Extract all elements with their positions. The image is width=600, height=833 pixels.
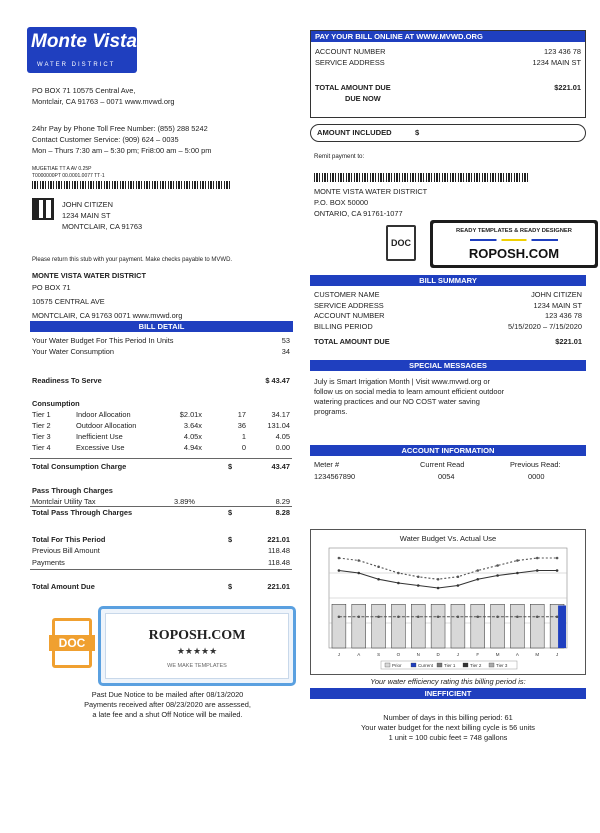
chart-point — [556, 569, 559, 572]
qr-code — [32, 198, 54, 220]
tier-units: 1 — [241, 432, 246, 441]
chart-x-tick-label: M — [495, 652, 500, 657]
remit-name: MONTE VISTA WATER DISTRICT — [314, 187, 428, 196]
chart-point — [397, 572, 400, 575]
tier-units: 36 — [237, 421, 246, 430]
total-pass-label: Total Pass Through Charges — [32, 508, 133, 517]
pay-account-label: ACCOUNT NUMBER — [315, 47, 386, 56]
chart-point — [496, 564, 499, 567]
footer-next-budget: Your water budget for the next billing cycle is 56 units — [361, 723, 535, 732]
current-read-value: 0054 — [438, 472, 455, 481]
water-budget-chart — [310, 529, 586, 675]
total-period-value: 221.01 — [267, 535, 290, 544]
special-messages-title: SPECIAL MESSAGES — [310, 360, 586, 371]
ad-doc-icon — [386, 225, 416, 261]
summary-value: 5/15/2020 – 7/15/2020 — [508, 321, 582, 331]
summary-label: BILLING PERIOD — [314, 321, 373, 331]
tier-rate: 4.94x — [183, 443, 202, 452]
chart-title: Water Budget Vs. Actual Use — [399, 534, 497, 543]
chart-legend-label: Tier 1 — [444, 663, 456, 668]
previous-bill-label: Previous Bill Amount — [32, 546, 100, 555]
meter-header: Meter # — [314, 460, 340, 469]
ad-banner-brand: ROPOSH.COM — [468, 246, 560, 261]
late-notice-line-2: Payments received after 08/23/2020 are assessed, — [84, 700, 251, 709]
district-po: PO BOX 71 — [32, 283, 71, 292]
chart-legend-swatch — [385, 663, 390, 667]
pay-total-label: TOTAL AMOUNT DUE — [315, 83, 391, 92]
chart-point — [457, 615, 460, 618]
chart-x-tick-label: J — [555, 652, 559, 657]
chart-bar-prior — [391, 604, 405, 648]
chart-legend-swatch — [489, 663, 494, 667]
ad-doc-label: DOC — [391, 238, 411, 248]
tax-rate: 3.89% — [174, 497, 195, 506]
tax-label: Montclair Utility Tax — [32, 497, 96, 506]
chart-point — [397, 615, 400, 618]
chart-point — [437, 578, 440, 581]
watermark-tagline: WE MAKE TEMPLATES — [167, 663, 227, 669]
chart-bar-prior — [471, 604, 485, 648]
summary-label: SERVICE ADDRESS — [314, 300, 384, 310]
watermark-stars-icon: ★★★★★ — [176, 646, 218, 656]
chart-point — [338, 615, 341, 618]
pay-online-title[interactable]: PAY YOUR BILL ONLINE AT WWW.MVWD.ORG — [311, 31, 585, 42]
chart-point — [536, 615, 539, 618]
tier-rate: 4.05x — [183, 432, 202, 441]
chart-bar-prior — [411, 604, 425, 648]
postal-barcode — [32, 181, 230, 189]
previous-bill-value: 118.48 — [267, 546, 290, 555]
chart-bar-prior — [372, 604, 386, 648]
remit-label: Remit payment to: — [314, 153, 365, 160]
meter-value: 1234567890 — [314, 472, 356, 481]
tier-name: Inefficient Use — [76, 432, 123, 441]
amount-included-label: AMOUNT INCLUDED — [317, 128, 392, 137]
watermark-brand: ROPOSH.COM — [148, 628, 246, 643]
header-city-web: Montclair, CA 91763 – 0071 www.mvwd.org — [32, 97, 175, 106]
mail-code-2: T0000000PT 00.0001.0077 TT·1 — [32, 173, 105, 179]
ad-banner-stripes — [470, 239, 558, 241]
late-notice — [40, 690, 295, 720]
chart-bar-prior — [352, 604, 366, 648]
chart-svg — [311, 530, 585, 674]
ad-banner-line: READY TEMPLATES & READY DESIGNER — [456, 228, 572, 234]
chart-point — [536, 557, 539, 560]
tier-divider — [30, 458, 292, 459]
tier-name: Indoor Allocation — [76, 410, 131, 419]
chart-legend-label: Current — [418, 663, 434, 668]
total-due-label: Total Amount Due — [32, 582, 95, 591]
total-consumption-currency: $ — [228, 462, 233, 471]
header-address: PO BOX 71 10575 Central Ave, — [32, 86, 136, 95]
chart-x-tick-label: S — [377, 652, 381, 657]
chart-point — [417, 615, 420, 618]
customer-street: 1234 MAIN ST — [62, 211, 111, 220]
total-pass-value: 8.28 — [275, 508, 290, 517]
total-due-currency: $ — [228, 582, 233, 591]
tier-name: Outdoor Allocation — [76, 421, 137, 430]
chart-bar-prior — [510, 604, 524, 648]
total-pass-currency: $ — [228, 508, 233, 517]
chart-point — [457, 584, 460, 587]
tier-tier: Tier 1 — [32, 410, 51, 419]
chart-point — [457, 575, 460, 578]
chart-point — [417, 575, 420, 578]
payments-value: 118.48 — [267, 558, 290, 567]
logo-subtitle: WATER DISTRICT — [37, 62, 116, 68]
office-hours: Mon – Thurs 7:30 am – 5:30 pm; Fri8:00 am – 5:00 pm — [32, 146, 212, 155]
pay-total-row — [315, 83, 581, 92]
chart-x-tick-label: J — [337, 652, 341, 657]
pass-through-heading: Pass Through Charges — [32, 486, 113, 495]
customer-city: MONTCLAIR, CA 91763 — [62, 222, 143, 231]
total-consumption-label: Total Consumption Charge — [32, 462, 127, 471]
pay-total-value: $221.01 — [554, 83, 581, 92]
chart-point — [516, 615, 519, 618]
special-line-1: July is Smart Irrigation Month | Visit www.mvwd.org or — [314, 377, 490, 386]
readiness-value: $ 43.47 — [265, 376, 290, 385]
summary-value: JOHN CITIZEN — [531, 290, 582, 299]
chart-point — [496, 615, 499, 618]
chart-point — [377, 615, 380, 618]
chart-bar-current — [558, 606, 566, 649]
special-line-3: watering practices and our NO COST water saving — [314, 397, 480, 406]
pay-due-now: DUE NOW — [345, 94, 381, 103]
current-read-header: Current Read — [420, 460, 465, 469]
chart-point — [437, 587, 440, 590]
chart-point — [437, 615, 440, 618]
total-period-currency: $ — [228, 535, 233, 544]
chart-point — [536, 569, 539, 572]
summary-row — [314, 311, 582, 320]
ad-banner — [430, 220, 598, 268]
chart-x-tick-label: A — [357, 652, 361, 657]
chart-point — [496, 574, 499, 577]
chart-legend-swatch — [463, 663, 468, 667]
chart-point — [417, 584, 420, 587]
tier-rate: 3.64x — [183, 421, 202, 430]
special-line-4: programs. — [314, 407, 348, 416]
readiness-label: Readiness To Serve — [32, 376, 102, 385]
bill-detail-title: BILL DETAIL — [30, 321, 293, 332]
chart-bar-prior — [491, 604, 505, 648]
summary-label: CUSTOMER NAME — [314, 290, 380, 299]
tier-tier: Tier 2 — [32, 421, 51, 430]
chart-point — [397, 582, 400, 585]
chart-point — [476, 569, 479, 572]
district-name: MONTE VISTA WATER DISTRICT — [32, 271, 147, 280]
pay-service-value: 1234 MAIN ST — [532, 58, 581, 67]
pay-account-value: 123 436 78 — [544, 47, 581, 56]
chart-bar-prior — [451, 604, 465, 648]
due-divider — [30, 569, 292, 570]
late-notice-line-3: a late fee and a shut Off Notice will be mailed. — [92, 710, 243, 719]
chart-bar-prior — [332, 604, 346, 648]
district-city-web: MONTCLAIR, CA 91763 0071 www.mvwd.org — [32, 311, 183, 320]
bill-summary-title: BILL SUMMARY — [310, 275, 586, 286]
customer-service-contact: Contact Customer Service: (909) 624 – 0035 — [32, 135, 179, 144]
efficiency-caption: Your water efficiency rating this billing period is: — [370, 677, 526, 686]
summary-total-label: TOTAL AMOUNT DUE — [314, 337, 390, 346]
chart-point — [357, 572, 360, 575]
chart-point — [556, 557, 559, 560]
special-messages-body — [314, 377, 504, 417]
chart-x-tick-label: O — [396, 652, 401, 657]
consumption-row — [32, 347, 290, 356]
chart-point — [556, 615, 559, 618]
chart-x-tick-label: M — [535, 652, 540, 657]
summary-total-row — [314, 337, 582, 346]
account-info-title: ACCOUNT INFORMATION — [310, 445, 586, 456]
chart-point — [338, 557, 341, 560]
footer-notes — [310, 713, 586, 743]
summary-row — [314, 301, 582, 310]
chart-legend-label: Prior — [392, 663, 402, 668]
chart-point — [476, 615, 479, 618]
late-notice-line-1: Past Due Notice to be mailed after 08/13/2020 — [91, 690, 244, 699]
summary-value: 123 436 78 — [545, 311, 582, 320]
chart-point — [377, 578, 380, 581]
readiness-row — [32, 376, 290, 385]
chart-point — [377, 565, 380, 568]
total-due-value: 221.01 — [267, 582, 290, 591]
watermark-badge — [98, 606, 296, 686]
chart-point — [476, 578, 479, 581]
budget-row — [32, 336, 290, 345]
footer-unit-conversion: 1 unit = 100 cubic feet = 748 gallons — [388, 733, 508, 742]
logo-name: Monte Vista — [31, 31, 137, 52]
chart-point — [338, 569, 341, 572]
doc-file-icon — [52, 618, 92, 668]
chart-x-tick-label: J — [456, 652, 460, 657]
chart-x-tick-label: N — [416, 652, 420, 657]
stub-note: Please return this stub with your payment. Make checks payable to MVWD. — [32, 257, 233, 263]
tier-tier: Tier 4 — [32, 443, 51, 452]
consumption-heading: Consumption — [32, 399, 80, 408]
chart-point — [357, 615, 360, 618]
summary-row — [314, 290, 582, 299]
special-line-2: follow us on social media to learn amount efficient outdoor — [314, 387, 505, 396]
customer-name: JOHN CITIZEN — [62, 200, 113, 209]
chart-legend-label: Tier 3 — [496, 663, 508, 668]
chart-bar-prior — [530, 604, 544, 648]
chart-bar-prior — [431, 604, 445, 648]
doc-file-label: DOC — [49, 635, 95, 651]
budget-value: 53 — [281, 336, 290, 345]
previous-read-value: 0000 — [528, 472, 545, 481]
pay-online-box — [310, 30, 586, 118]
consumption-label: Your Water Consumption — [32, 347, 115, 356]
remit-po: P.O. BOX 50000 — [314, 198, 369, 207]
amount-included-field[interactable] — [310, 124, 586, 142]
tier-name: Excessive Use — [76, 443, 125, 452]
pay-service-label: SERVICE ADDRESS — [315, 58, 385, 67]
pass-divider — [30, 506, 292, 507]
consumption-value: 34 — [281, 347, 290, 356]
tier-rate: $2.01x — [179, 410, 202, 419]
tier-amount: 4.05 — [275, 432, 290, 441]
previous-read-header: Previous Read: — [510, 460, 561, 469]
chart-point — [357, 559, 360, 562]
budget-label: Your Water Budget For This Period In Units — [32, 336, 174, 345]
tier-amount: 131.04 — [267, 421, 290, 430]
remit-city: ONTARIO, CA 91761-1077 — [314, 209, 403, 218]
chart-legend-swatch — [437, 663, 442, 667]
tier-units: 17 — [237, 410, 246, 419]
summary-row — [314, 322, 582, 331]
total-period-label: Total For This Period — [32, 535, 106, 544]
payments-label: Payments — [32, 558, 65, 567]
amount-included-currency: $ — [415, 128, 420, 137]
chart-point — [516, 572, 519, 575]
district-street: 10575 CENTRAL AVE — [32, 297, 105, 306]
summary-total-value: $221.01 — [555, 337, 582, 346]
chart-legend-swatch — [411, 663, 416, 667]
district-logo — [27, 27, 137, 73]
tier-amount: 0.00 — [275, 443, 290, 452]
remit-barcode — [314, 173, 529, 182]
chart-point — [516, 559, 519, 562]
pay-service-row — [315, 58, 581, 67]
pay-account-row — [315, 47, 581, 56]
tax-value: 8.29 — [275, 497, 290, 506]
total-consumption-value: 43.47 — [271, 462, 290, 471]
chart-x-tick-label: F — [476, 652, 480, 657]
chart-x-tick-label: A — [515, 652, 519, 657]
tier-amount: 34.17 — [271, 410, 290, 419]
mail-code-1: MUGETIAE TT A AV 0.25P — [32, 166, 92, 172]
efficiency-rating: INEFFICIENT — [310, 688, 586, 699]
pay-by-phone: 24hr Pay by Phone Toll Free Number: (855) 288 5242 — [32, 124, 208, 133]
chart-x-tick-label: D — [436, 652, 440, 657]
summary-label: ACCOUNT NUMBER — [314, 311, 385, 320]
chart-legend-label: Tier 2 — [470, 663, 482, 668]
footer-days: Number of days in this billing period: 61 — [383, 713, 513, 722]
tier-tier: Tier 3 — [32, 432, 51, 441]
tier-units: 0 — [241, 443, 246, 452]
summary-value: 1234 MAIN ST — [533, 300, 582, 310]
